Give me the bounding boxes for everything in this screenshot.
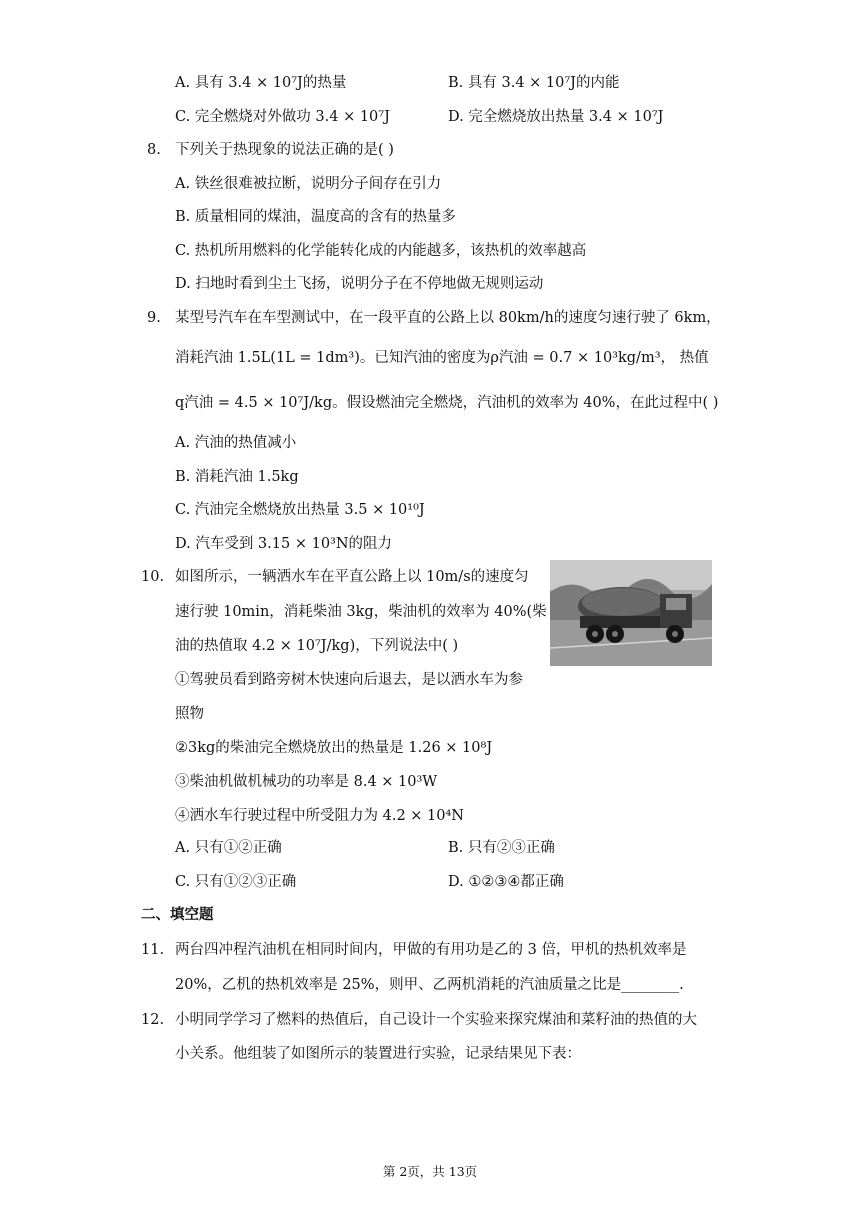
q12-number: 12. — [141, 1012, 165, 1028]
q7-option-b: B. 具有 3.4 × 10⁷J的内能 — [448, 75, 620, 91]
q8-option-b: B. 质量相同的煤油，温度高的含有的热量多 — [175, 209, 456, 225]
q8-option-d: D. 扫地时看到尘土飞扬，说明分子在不停地做无规则运动 — [175, 276, 544, 292]
q10-stem-line: 速行驶 10min，消耗柴油 3kg，柴油机的效率为 40%(柴 — [175, 604, 547, 620]
q9-stem-line: 某型号汽车在车型测试中，在一段平直的公路上以 80km/h的速度匀速行驶了 6km， — [175, 310, 721, 326]
q10-stem-line: 油的热值取 4.2 × 10⁷J/kg)，下列说法中( ) — [175, 638, 459, 654]
q9-option-c: C. 汽油完全燃烧放出热量 3.5 × 10¹⁰J — [175, 502, 425, 518]
q10-statement: ①驾驶员看到路旁树木快速向后退去，是以洒水车为参 — [175, 672, 523, 688]
q8-option-c: C. 热机所用燃料的化学能转化成的内能越多，该热机的效率越高 — [175, 243, 587, 259]
q8-stem: 下列关于热现象的说法正确的是( ) — [175, 142, 394, 158]
q7-option-a: A. 具有 3.4 × 10⁷J的热量 — [175, 75, 347, 91]
q10-statement: ④洒水车行驶过程中所受阻力为 4.2 × 10⁴N — [175, 808, 464, 824]
q9-stem-line: q汽油 = 4.5 × 10⁷J/kg。假设燃油完全燃烧，汽油机的效率为 40%，在此过程中( ) — [175, 395, 719, 411]
q10-option-b: B. 只有②③正确 — [448, 840, 555, 856]
q9-option-d: D. 汽车受到 3.15 × 10³N的阻力 — [175, 536, 393, 552]
q11-stem-line: 20%，乙机的热机效率是 25%，则甲、乙两机消耗的汽油质量之比是________. — [175, 977, 684, 993]
q10-statement: ②3kg的柴油完全燃烧放出的热量是 1.26 × 10⁸J — [175, 740, 493, 756]
q10-statement: ③柴油机做机械功的功率是 8.4 × 10³W — [175, 774, 438, 790]
q10-option-d: D. ①②③④都正确 — [448, 874, 564, 890]
q7-option-c: C. 完全燃烧对外做功 3.4 × 10⁷J — [175, 109, 390, 125]
q8-number: 8. — [147, 142, 161, 158]
q8-option-a: A. 铁丝很难被拉断，说明分子间存在引力 — [175, 176, 442, 192]
sprinkler-truck-illustration — [550, 560, 712, 666]
q10-statement: 照物 — [175, 706, 204, 722]
q12-stem-line: 小明同学学习了燃料的热值后，自己设计一个实验来探究煤油和菜籽油的热值的大 — [175, 1012, 697, 1028]
q9-option-b: B. 消耗汽油 1.5kg — [175, 469, 299, 485]
sprinkler-truck-photo — [550, 560, 712, 666]
q12-stem-line: 小关系。他组装了如图所示的装置进行实验，记录结果见下表： — [175, 1046, 581, 1062]
q9-stem-line: 消耗汽油 1.5L(1L = 1dm³)。已知汽油的密度为ρ汽油 = 0.7 × 10³kg/m³， 热值 — [175, 350, 709, 366]
q10-option-c: C. 只有①②③正确 — [175, 874, 297, 890]
q7-option-d: D. 完全燃烧放出热量 3.4 × 10⁷J — [448, 109, 664, 125]
q10-number: 10. — [141, 569, 165, 585]
q11-number: 11. — [141, 942, 165, 958]
q9-number: 9. — [147, 310, 161, 326]
q11-stem-line: 两台四冲程汽油机在相同时间内，甲做的有用功是乙的 3 倍，甲机的热机效率是 — [175, 942, 687, 958]
section-title-fill-in: 二、填空题 — [141, 906, 214, 923]
q9-option-a: A. 汽油的热值减小 — [175, 435, 297, 451]
q10-option-a: A. 只有①②正确 — [175, 840, 282, 856]
page-footer: 第 2页，共 13页 — [382, 1164, 478, 1179]
q10-stem-line: 如图所示，一辆洒水车在平直公路上以 10m/s的速度匀 — [175, 569, 529, 585]
